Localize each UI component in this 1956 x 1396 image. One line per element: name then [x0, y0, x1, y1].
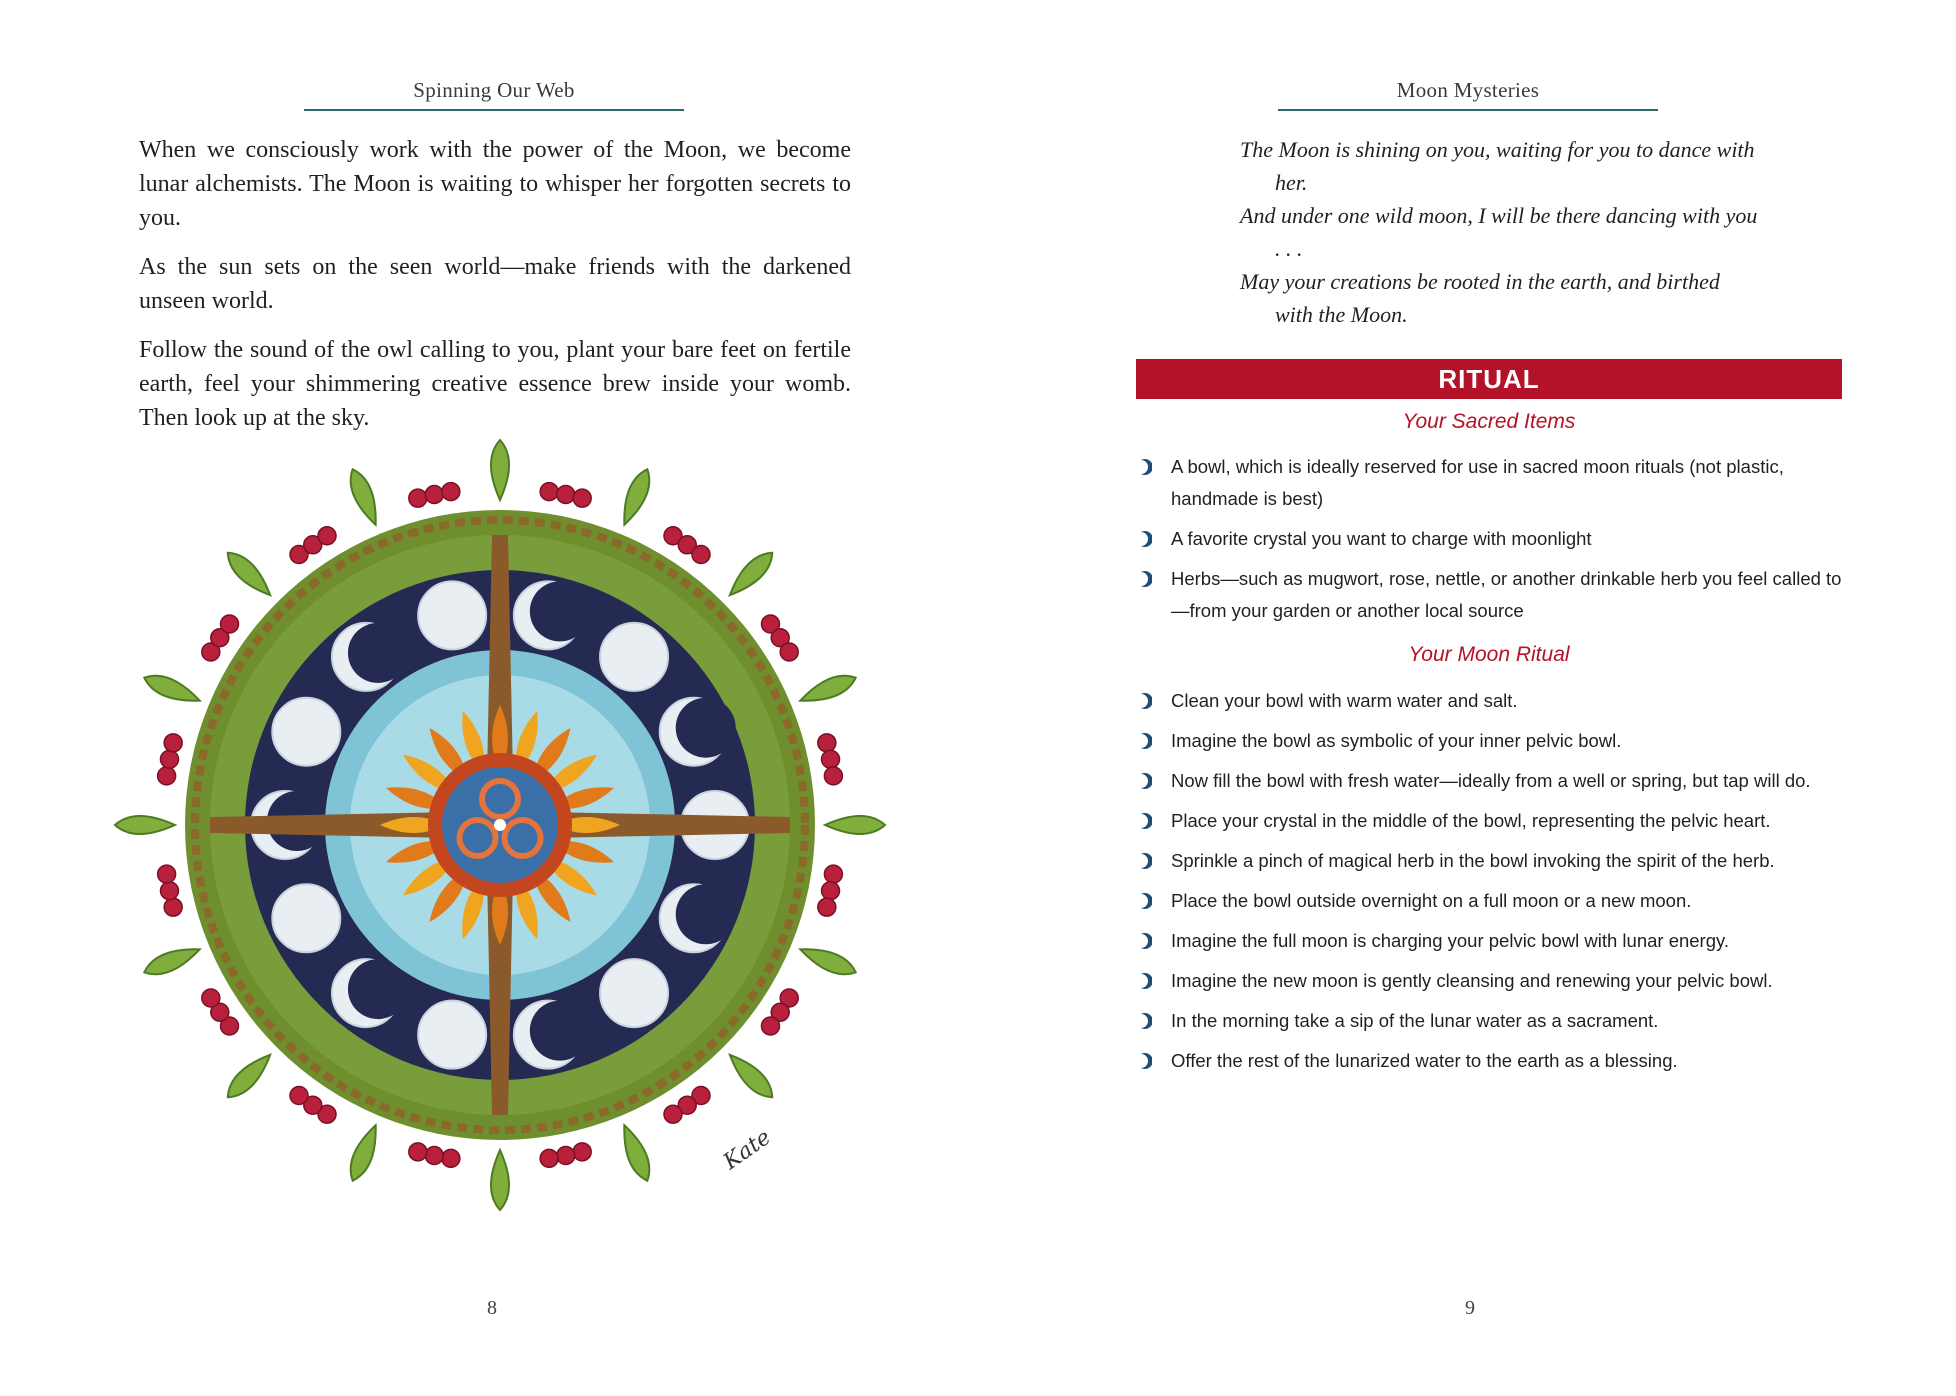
list-item: Now fill the bowl with fresh water—ideally from a well or spring, but tap will do. [1136, 765, 1842, 797]
moon-ritual-steps [1136, 685, 1842, 1085]
crescent-moon-icon [1136, 845, 1152, 877]
crescent-moon-icon [1136, 685, 1152, 717]
moon-ritual-heading: Your Moon Ritual [1408, 643, 1570, 666]
page-number-left: 8 [487, 1297, 497, 1319]
sacred-items-list [1136, 451, 1842, 635]
artist-signature: Kate [719, 1124, 776, 1175]
list-item: Sprinkle a pinch of magical herb in the bowl invoking the spirit of the herb. [1136, 845, 1842, 877]
crescent-moon-icon [1136, 805, 1152, 837]
moon-mandala-illustration [90, 425, 910, 1265]
crescent-moon-icon [1136, 885, 1152, 917]
running-head-right: Moon Mysteries [1278, 78, 1658, 111]
crescent-moon-icon [1136, 925, 1152, 957]
crescent-moon-icon [1136, 965, 1152, 997]
crescent-moon-icon [1136, 523, 1152, 555]
right-page [978, 0, 1956, 1396]
list-item: Place the bowl outside overnight on a full moon or a new moon. [1136, 885, 1842, 917]
verse-line-1: The Moon is shining on you, waiting for you to dance with her. [1240, 137, 1755, 195]
crescent-moon-icon [1136, 451, 1152, 483]
crescent-moon-icon [1136, 1005, 1152, 1037]
list-item: Imagine the full moon is charging your pelvic bowl with lunar energy. [1136, 925, 1842, 957]
list-item: Offer the rest of the lunarized water to the earth as a blessing. [1136, 1045, 1842, 1077]
section-title-bar: RITUAL [1136, 359, 1842, 399]
crescent-moon-icon [1136, 1045, 1152, 1077]
list-item: Imagine the new moon is gently cleansing and renewing your pelvic bowl. [1136, 965, 1842, 997]
running-head-left: Spinning Our Web [304, 78, 684, 111]
sacred-items-heading: Your Sacred Items [1402, 410, 1576, 433]
crescent-moon-icon [1136, 765, 1152, 797]
left-body-text [139, 133, 851, 450]
list-item: A favorite crystal you want to charge with moonlight [1136, 523, 1842, 555]
list-item: Place your crystal in the middle of the bowl, representing the pelvic heart. [1136, 805, 1842, 837]
list-item: In the morning take a sip of the lunar water as a sacrament. [1136, 1005, 1842, 1037]
paragraph-2: As the sun sets on the seen world—make friends with the darkened unseen world. [139, 254, 851, 314]
paragraph-1: When we consciously work with the power of the Moon, we become lunar alchemists. The Moon is waiting to whisper her forgotten secrets to you. [139, 137, 851, 231]
crescent-moon-icon [1136, 563, 1152, 595]
list-item: Clean your bowl with warm water and salt. [1136, 685, 1842, 717]
list-item: Imagine the bowl as symbolic of your inner pelvic bowl. [1136, 725, 1842, 757]
epigraph-verse [1240, 133, 1760, 331]
verse-line-3: May your creations be rooted in the earth, and birthed with the Moon. [1240, 269, 1720, 327]
verse-line-2: And under one wild moon, I will be there dancing with you . . . [1240, 203, 1758, 261]
list-item: A bowl, which is ideally reserved for use in sacred moon rituals (not plastic, handmade is best) [1136, 451, 1842, 515]
paragraph-3: Follow the sound of the owl calling to you, plant your bare feet on fertile earth, feel your shimmering creative essence brew inside your womb. Then look up at the sky. [139, 337, 851, 431]
list-item: Herbs—such as mugwort, rose, nettle, or another drinkable herb you feel called to—from your garden or another local source [1136, 563, 1842, 627]
crescent-moon-icon [1136, 725, 1152, 757]
page-number-right: 9 [1465, 1297, 1475, 1319]
